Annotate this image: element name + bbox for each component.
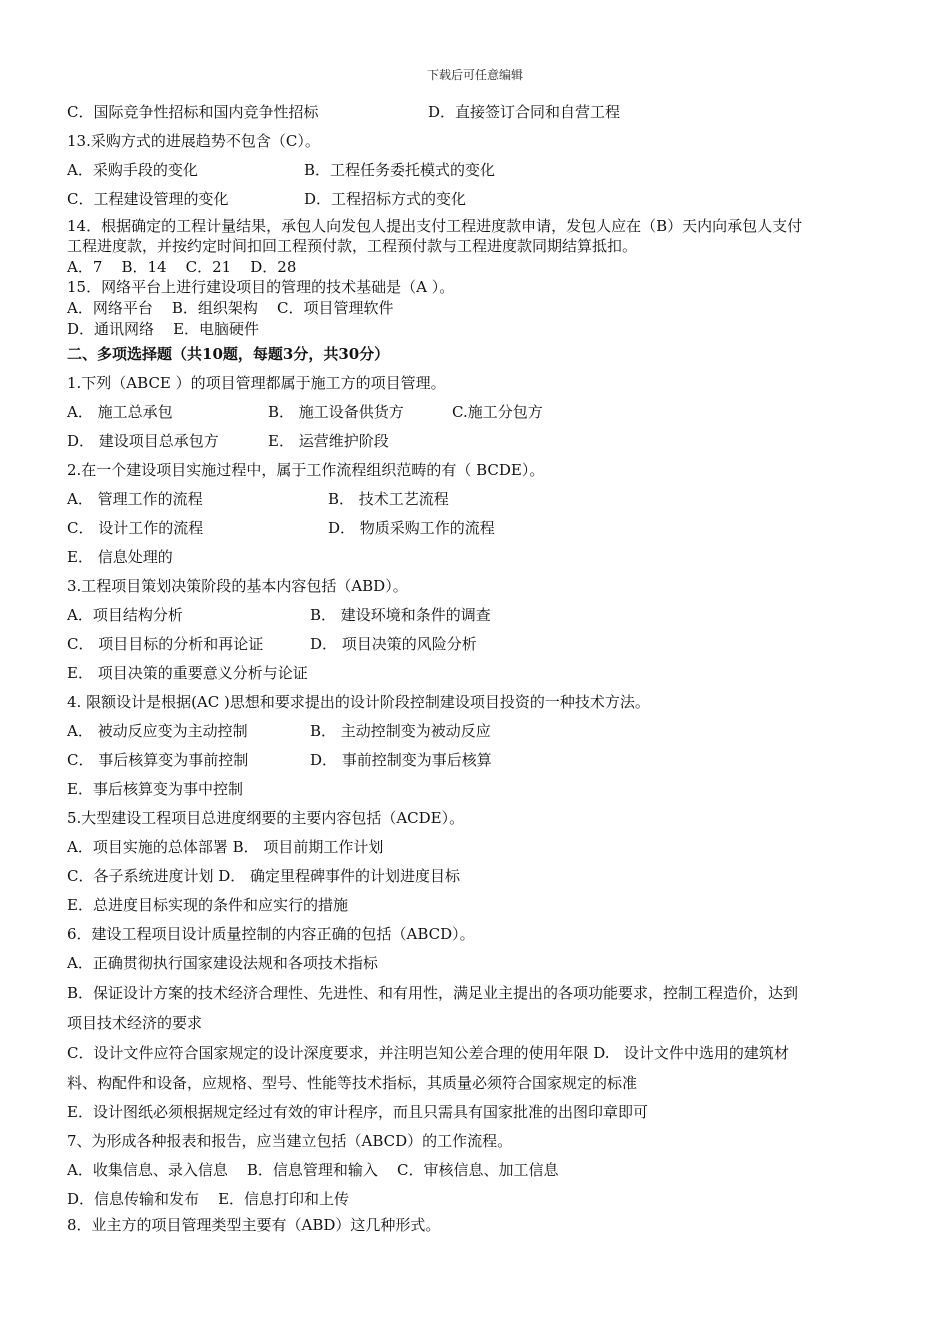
option-line: A．项目实施的总体部署 B． 项目前期工作计划 [67, 838, 384, 856]
option-line: B． 主动控制变为被动反应 [310, 722, 491, 740]
option-line: D． 事前控制变为事后核算 [310, 751, 492, 769]
question-15-options: D．通讯网络 E．电脑硬件 [67, 320, 260, 338]
option-line: A．项目结构分析 [67, 606, 183, 624]
question-13: 13.采购方式的进展趋势不包含（C）。 [67, 132, 320, 150]
option-line: D．直接签订合同和自营工程 [428, 103, 621, 121]
option-line: C．各子系统进度计划 D． 确定里程碑事件的计划进度目标 [67, 867, 461, 885]
option-line: D．工程招标方式的变化 [304, 190, 467, 208]
option-line: B．工程任务委托模式的变化 [304, 161, 496, 179]
question-m5: 5.大型建设工程项目总进度纲要的主要内容包括（ACDE）。 [67, 809, 465, 827]
option-line: E． 信息处理的 [67, 548, 173, 566]
option-line: E．事后核算变为事中控制 [67, 780, 243, 798]
question-15: 15．网络平台上进行建设项目的管理的技术基础是（A ）。 [67, 278, 455, 296]
option-line-cont: 项目技术经济的要求 [67, 1014, 203, 1032]
option-line: B．保证设计方案的技术经济合理性、先进性、和有用性，满足业主提出的各项功能要求，控制工程造价，达到 [67, 984, 799, 1002]
question-m3: 3.工程项目策划决策阶段的基本内容包括（ABD）。 [67, 577, 408, 595]
section-heading: 二、多项选择题（共10题，每题3分，共30分） [67, 345, 390, 363]
option-line: B． 施工设备供货方 [268, 403, 404, 421]
option-line: C． 设计工作的流程 [67, 519, 204, 537]
page-header: 下载后可任意编辑 [426, 68, 523, 82]
question-m2: 2.在一个建设项目实施过程中，属于工作流程组织范畴的有（ BCDE）。 [67, 461, 545, 479]
question-14: 14．根据确定的工程计量结果，承包人向发包人提出支付工程进度款申请，发包人应在（B）天内向承包人支付 [67, 217, 803, 235]
option-line: C． 项目目标的分析和再论证 [67, 635, 264, 653]
question-14-cont: 工程进度款，并按约定时间扣回工程预付款，工程预付款与工程进度款同期结算抵扣。 [67, 237, 638, 255]
option-line: C．设计文件应符合国家规定的设计深度要求，并注明岂知公差合理的使用年限 D. 设计文件中选用的建筑材 [67, 1044, 789, 1062]
option-line: C.施工分包方 [452, 403, 543, 421]
option-line: E．总进度目标实现的条件和应实行的措施 [67, 896, 348, 914]
question-14-options: A．7 B．14 C．21 D．28 [67, 258, 297, 276]
option-line: D． 物质采购工作的流程 [328, 519, 495, 537]
question-m8: 8．业主方的项目管理类型主要有（ABD）这几种形式。 [67, 1216, 441, 1234]
option-line: C． 事后核算变为事前控制 [67, 751, 249, 769]
option-line: B． 建设环境和条件的调查 [310, 606, 491, 624]
option-line: A．采购手段的变化 [67, 161, 198, 179]
question-m1: 1.下列（ABCE ）的项目管理都属于施工方的项目管理。 [67, 374, 446, 392]
option-line: A． 管理工作的流程 [67, 490, 203, 508]
option-line: B． 技术工艺流程 [328, 490, 449, 508]
option-line: E． 运营维护阶段 [268, 432, 389, 450]
option-line: C．工程建设管理的变化 [67, 190, 229, 208]
question-m7: 7、为形成各种报表和报告，应当建立包括（ABCD）的工作流程。 [67, 1132, 513, 1150]
option-line: C．国际竞争性招标和国内竞争性招标 [67, 103, 319, 121]
option-line: E． 项目决策的重要意义分析与论证 [67, 664, 308, 682]
option-line: A． 施工总承包 [67, 403, 173, 421]
option-line: E．设计图纸必须根据规定经过有效的审计程序，而且只需具有国家批准的出图印章即可 [67, 1103, 648, 1121]
option-line: A．正确贯彻执行国家建设法规和各项技术指标 [67, 954, 378, 972]
option-line-cont: 料、构配件和设备，应规格、型号、性能等技术指标，其质量必须符合国家规定的标准 [67, 1074, 638, 1092]
question-15-options: A．网络平台 B．组织架构 C．项目管理软件 [67, 299, 394, 317]
option-line: A．收集信息、录入信息 B．信息管理和输入 C．审核信息、加工信息 [67, 1161, 559, 1179]
option-line: D． 项目决策的风险分析 [310, 635, 477, 653]
option-line: A． 被动反应变为主动控制 [67, 722, 248, 740]
option-line: D．信息传输和发布 E．信息打印和上传 [67, 1190, 350, 1208]
option-line: D． 建设项目总承包方 [67, 432, 219, 450]
question-m4: 4. 限额设计是根据(AC )思想和要求提出的设计阶段控制建设项目投资的一种技术方法。 [67, 693, 650, 711]
question-m6: 6．建设工程项目设计质量控制的内容正确的包括（ABCD）。 [67, 925, 475, 943]
